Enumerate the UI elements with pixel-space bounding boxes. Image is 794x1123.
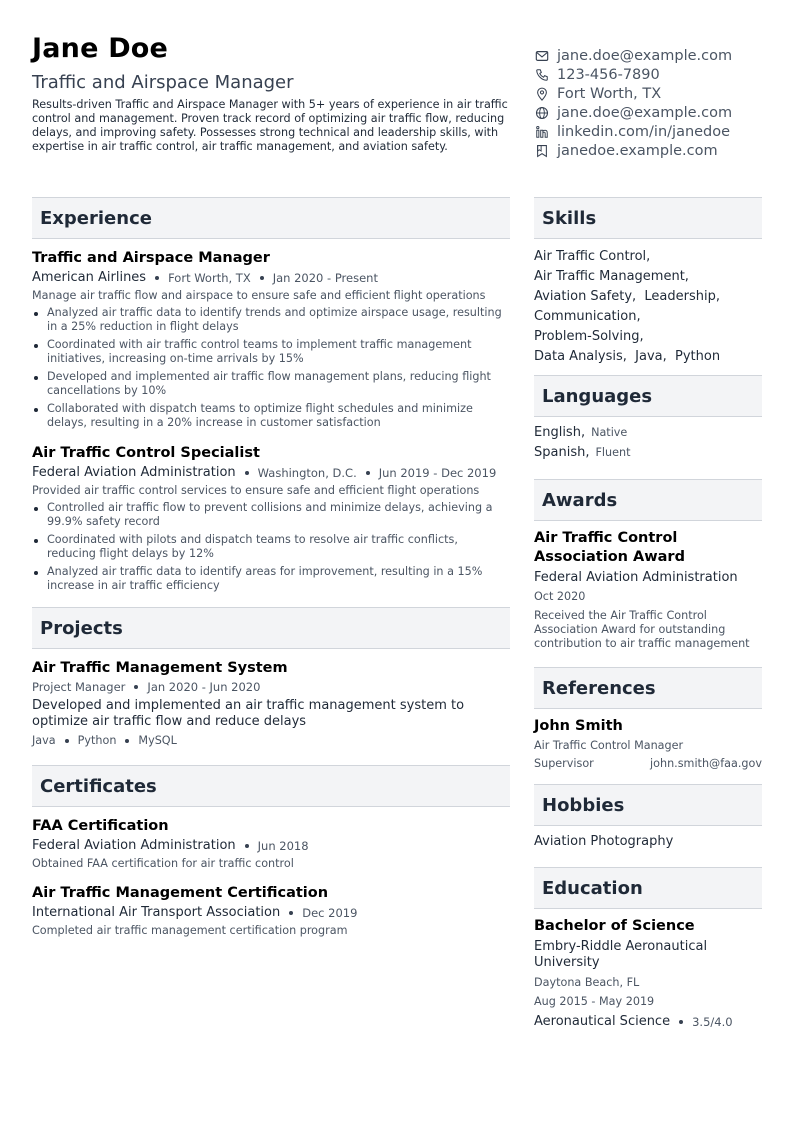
certificate-item: [32, 884, 510, 938]
certificate-date: Jun 2018: [257, 838, 309, 853]
project-meta: [32, 680, 510, 694]
contact-location: [534, 84, 774, 103]
skill-item: Java,: [635, 349, 667, 364]
award-date: Oct 2020: [534, 590, 586, 603]
certificate-meta: [32, 905, 510, 920]
project-item: [32, 659, 510, 747]
project-dates: Jan 2020 - Jun 2020: [147, 680, 261, 694]
tech-tag: MySQL: [138, 734, 177, 747]
certificate-meta: [32, 838, 510, 853]
hobbies-heading: Hobbies: [534, 784, 762, 826]
tech-tag: Java: [32, 734, 56, 747]
skill-item: Air Traffic Management,: [534, 269, 689, 284]
separator-dot: [245, 471, 249, 475]
project-tech-list: [32, 734, 510, 747]
skill-item: Aviation Safety,: [534, 289, 637, 304]
separator-dot: [134, 685, 138, 689]
bullet-item: Developed and implemented air traffic flow management plans, reducing flight cancellations by 10%: [32, 370, 510, 398]
job-location: Washington, D.C.: [257, 465, 357, 480]
bullet-item: Coordinated with air traffic control teams to implement traffic management initiatives, increasing on-time arrivals by 15%: [32, 338, 510, 366]
job-description: Manage air traffic flow and airspace to ensure safe and efficient flight operations: [32, 289, 486, 302]
skill-item: Communication,: [534, 309, 641, 324]
contact-website[interactable]: [534, 103, 774, 122]
education-dates: Aug 2015 - May 2019: [534, 995, 655, 1008]
contact-email[interactable]: [534, 46, 774, 65]
certificates-heading: Certificates: [32, 765, 510, 807]
skill-item: Leadership,: [644, 289, 721, 304]
contact-list: [534, 46, 774, 160]
reference-details: [534, 757, 762, 770]
experience-item: [32, 444, 510, 593]
contact-location-text: Fort Worth, TX: [557, 85, 662, 102]
certificate-description: Obtained FAA certification for air traffic control: [32, 857, 294, 870]
experience-item: [32, 249, 510, 430]
skill-item: Data Analysis,: [534, 349, 627, 364]
project-role: Project Manager: [32, 680, 126, 694]
skill-item: Problem-Solving,: [534, 329, 644, 344]
contact-website-text: jane.doe@example.com: [557, 104, 733, 121]
bullet-item: Analyzed air traffic data to identify trends and optimize airspace usage, resulting in a 25% reduction in flight delays: [32, 306, 510, 334]
separator-dot: [65, 739, 69, 743]
project-title: Air Traffic Management System: [32, 660, 288, 676]
reference-email[interactable]: john.smith@faa.gov: [650, 757, 762, 770]
contact-linkedin-text: linkedin.com/in/janedoe: [557, 123, 731, 140]
certificate-issuer: International Air Transport Association: [32, 905, 281, 920]
languages-heading: Languages: [534, 375, 762, 417]
language-item: [534, 423, 762, 443]
project-description: Developed and implemented an air traffic management system to optimize air traffic flow and reduce delays: [32, 698, 465, 729]
bullet-item: Coordinated with pilots and dispatch teams to resolve air traffic conflicts, reducing flight delays by 12%: [32, 533, 510, 561]
language-name: English,: [534, 425, 586, 440]
separator-dot: [245, 844, 249, 848]
skill-item: Air Traffic Control,: [534, 249, 651, 264]
award-description: Received the Air Traffic Control Association Award for outstanding contribution to air traffic management: [534, 609, 750, 650]
bullet-item: Collaborated with dispatch teams to optimize flight schedules and minimize delays, resulting in a 20% increase in customer satisfaction: [32, 402, 510, 430]
contact-email-text: jane.doe@example.com: [557, 47, 733, 64]
job-location: Fort Worth, TX: [168, 270, 251, 285]
separator-dot: [125, 739, 129, 743]
award-title: Air Traffic Control Association Award: [534, 530, 685, 565]
summary: Results-driven Traffic and Airspace Manager with 5+ years of experience in air traffic control and management. Proven track record of optimizing air traffic flow, reducing delays, and improving safety. Possesses strong technical and leadership skills, with expertise in air traffic control, air traffic management, and aviation safety.: [32, 98, 508, 153]
language-item: [534, 443, 762, 463]
main-column: [32, 197, 510, 938]
references-heading: References: [534, 667, 762, 709]
job-meta: [32, 270, 510, 285]
job-bullets: [32, 501, 510, 593]
reference-position: Air Traffic Control Manager: [534, 739, 684, 752]
bookmark-icon: [534, 143, 550, 159]
certificate-description: Completed air traffic management certification program: [32, 924, 348, 937]
education-gpa: 3.5/4.0: [692, 1014, 733, 1029]
reference-relation: Supervisor: [534, 757, 594, 770]
phone-icon: [534, 67, 550, 83]
award-issuer: Federal Aviation Administration: [534, 570, 738, 585]
education-heading: Education: [534, 867, 762, 909]
side-column: [534, 197, 762, 1029]
job-company: Federal Aviation Administration: [32, 465, 236, 480]
skill-item: Python: [675, 349, 721, 364]
linkedin-icon: [534, 124, 550, 140]
languages-list: [534, 423, 762, 463]
job-title: Air Traffic Control Specialist: [32, 445, 260, 461]
job-dates: Jun 2019 - Dec 2019: [378, 465, 497, 480]
awards-heading: Awards: [534, 479, 762, 521]
job-title: Traffic and Airspace Manager: [32, 250, 270, 266]
bullet-item: Analyzed air traffic data to identify areas for improvement, resulting in a 15% increase in air traffic efficiency: [32, 565, 510, 593]
certificate-title: Air Traffic Management Certification: [32, 885, 329, 901]
skills-heading: Skills: [534, 197, 762, 239]
separator-dot: [366, 471, 370, 475]
mail-icon: [534, 48, 550, 64]
contact-phone[interactable]: [534, 65, 774, 84]
contact-linkedin[interactable]: [534, 122, 774, 141]
skills-list: [534, 247, 762, 367]
separator-dot: [679, 1020, 683, 1024]
separator-dot: [155, 276, 159, 280]
job-company: American Airlines: [32, 270, 147, 285]
education-location: Daytona Beach, FL: [534, 976, 640, 989]
education-school: Embry-Riddle Aeronautical University: [534, 939, 708, 970]
certificate-issuer: Federal Aviation Administration: [32, 838, 236, 853]
candidate-name: Jane Doe: [32, 33, 169, 64]
contact-phone-text: 123-456-7890: [557, 66, 660, 83]
projects-heading: Projects: [32, 607, 510, 649]
certificate-date: Dec 2019: [302, 905, 358, 920]
hobby-item: Aviation Photography: [534, 834, 674, 849]
contact-portfolio-text: janedoe.example.com: [557, 142, 718, 159]
language-level: Native: [591, 426, 628, 439]
education-field: Aeronautical Science: [534, 1014, 671, 1029]
globe-icon: [534, 105, 550, 121]
separator-dot: [260, 276, 264, 280]
education-field-row: [534, 1014, 762, 1029]
certificate-title: FAA Certification: [32, 818, 169, 834]
experience-heading: Experience: [32, 197, 510, 239]
candidate-title: Traffic and Airspace Manager: [32, 72, 294, 93]
bullet-item: Controlled air traffic flow to prevent collisions and minimize delays, achieving a 99.9% safety record: [32, 501, 510, 529]
tech-tag: Python: [77, 734, 117, 747]
certificate-item: [32, 817, 510, 871]
job-dates: Jan 2020 - Present: [272, 270, 378, 285]
contact-portfolio[interactable]: [534, 141, 774, 160]
language-level: Fluent: [595, 446, 631, 459]
reference-name: John Smith: [534, 718, 623, 734]
job-meta: [32, 465, 510, 480]
location-pin-icon: [534, 86, 550, 102]
job-description: Provided air traffic control services to ensure safe and efficient flight operations: [32, 484, 480, 497]
separator-dot: [289, 911, 293, 915]
language-name: Spanish,: [534, 445, 590, 460]
education-degree: Bachelor of Science: [534, 918, 695, 934]
job-bullets: [32, 306, 510, 430]
